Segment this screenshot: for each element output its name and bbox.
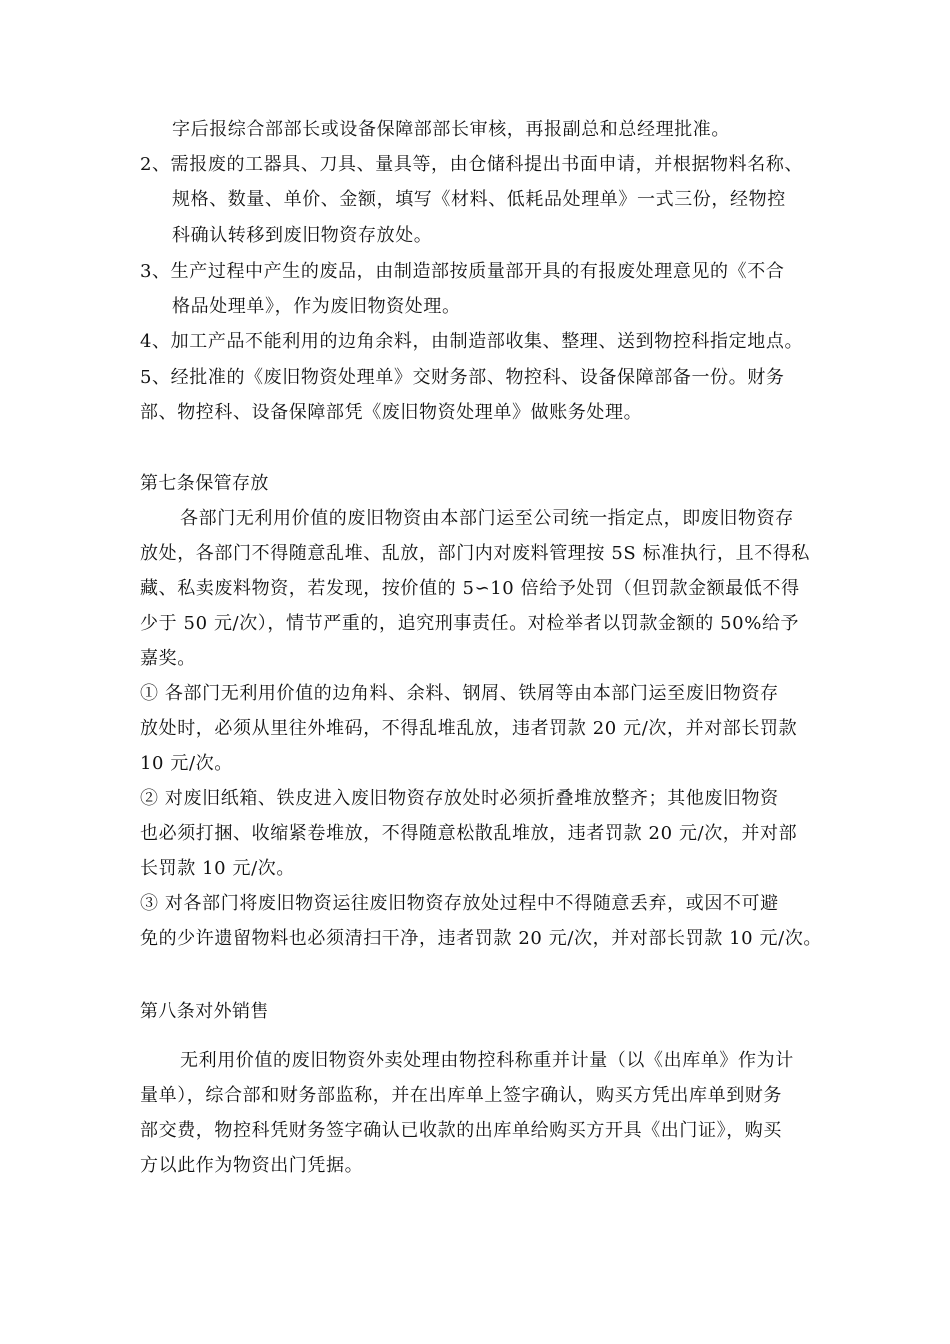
article8-para-line-4: 方以此作为物资出门凭据。 bbox=[140, 1155, 364, 1176]
item1-continuation-line: 字后报综合部部长或设备保障部部长审核，再报副总和总经理批准。 bbox=[172, 119, 730, 140]
article7-para-line-1: 各部门无利用价值的废旧物资由本部门运至公司统一指定点，即废旧物资存 bbox=[180, 508, 794, 529]
article7-point3-line-2: 免的少许遗留物料也必须清扫干净，违者罚款 20 元/次，并对部长罚款 10 元/次。 bbox=[140, 928, 823, 949]
item3-line-1: 3、生产过程中产生的废品，由制造部按质量部开具的有报废处理意见的《不合 bbox=[140, 261, 785, 282]
article7-point2-line-3: 长罚款 10 元/次。 bbox=[140, 858, 296, 879]
article7-point1-line-3: 10 元/次。 bbox=[140, 753, 233, 774]
article7-point1-line-2: 放处时，必须从里往外堆码，不得乱堆乱放，违者罚款 20 元/次，并对部长罚款 bbox=[140, 718, 798, 739]
article7-heading: 第七条保管存放 bbox=[140, 473, 269, 494]
article7-para-line-3: 藏、私卖废料物资，若发现，按价值的 5∽10 倍给予处罚（但罚款金额最低不得 bbox=[140, 578, 800, 599]
item3-line-2: 格品处理单》，作为废旧物资处理。 bbox=[172, 296, 461, 317]
item5-line-2: 部、物控科、设备保障部凭《废旧物资处理单》做账务处理。 bbox=[140, 402, 643, 423]
article8-para-line-1: 无利用价值的废旧物资外卖处理由物控科称重并计量（以《出库单》作为计 bbox=[180, 1050, 794, 1071]
item5-line-1: 5、经批准的《废旧物资处理单》交财务部、物控科、设备保障部备一份。财务 bbox=[140, 367, 785, 388]
article7-para-line-2: 放处，各部门不得随意乱堆、乱放，部门内对废料管理按 5S 标准执行，且不得私 bbox=[140, 543, 811, 564]
article7-point2-line-1: ② 对废旧纸箱、铁皮进入废旧物资存放处时必须折叠堆放整齐；其他废旧物资 bbox=[140, 788, 779, 809]
item2-line-2: 规格、数量、单价、金额，填写《材料、低耗品处理单》一式三份，经物控 bbox=[172, 189, 786, 210]
article8-para-line-2: 量单），综合部和财务部监称，并在出库单上签字确认，购买方凭出库单到财务 bbox=[140, 1085, 782, 1106]
item2-line-3: 科确认转移到废旧物资存放处。 bbox=[172, 225, 433, 246]
article7-para-line-5: 嘉奖。 bbox=[140, 648, 196, 669]
article8-heading: 第八条对外销售 bbox=[140, 1001, 269, 1022]
article7-point2-line-2: 也必须打捆、收缩紧卷堆放，不得随意松散乱堆放，违者罚款 20 元/次，并对部 bbox=[140, 823, 798, 844]
item2-line-1: 2、需报废的工器具、刀具、量具等，由仓储科提出书面申请，并根据物料名称、 bbox=[140, 154, 804, 175]
article7-point3-line-1: ③ 对各部门将废旧物资运往废旧物资存放处过程中不得随意丢弃，或因不可避 bbox=[140, 893, 779, 914]
item4-line-1: 4、加工产品不能利用的边角余料，由制造部收集、整理、送到物控科指定地点。 bbox=[140, 331, 804, 352]
article7-para-line-4: 少于 50 元/次），情节严重的，追究刑事责任。对检举者以罚款金额的 50%给予 bbox=[140, 613, 800, 634]
article8-para-line-3: 部交费，物控科凭财务签字确认已收款的出库单给购买方开具《出门证》，购买 bbox=[140, 1120, 782, 1141]
article7-point1-line-1: ① 各部门无利用价值的边角料、余料、钢屑、铁屑等由本部门运至废旧物资存 bbox=[140, 683, 779, 704]
